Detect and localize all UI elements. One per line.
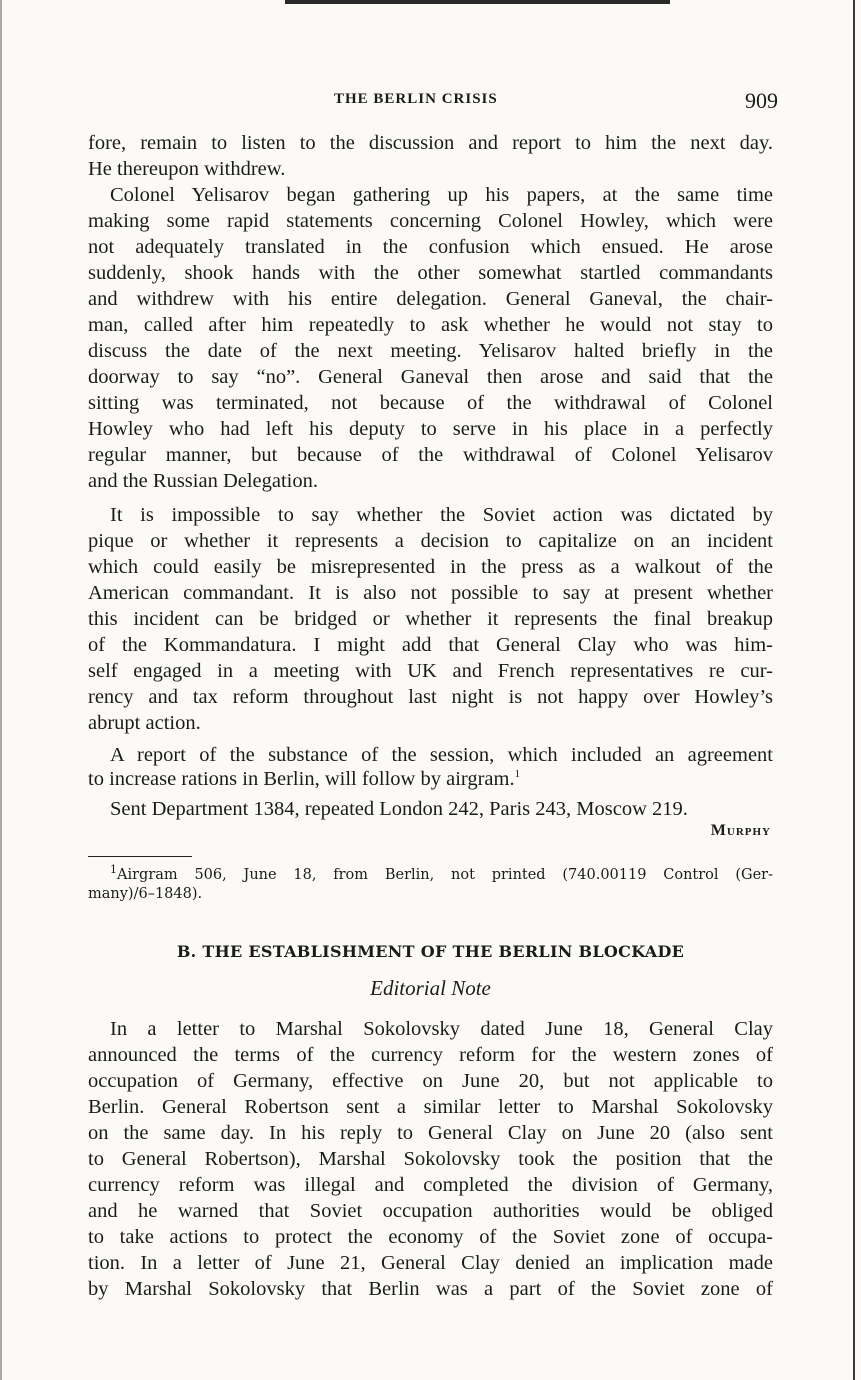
body-line: American commandant. It is also not possible to say at present whether	[88, 582, 773, 604]
body-line: Howley who had left his deputy to serve in his place in a perfectly	[88, 418, 773, 440]
running-title: THE BERLIN CRISIS	[334, 91, 498, 107]
body-line: and withdrew with his entire delegation. General Ganeval, the chair-	[88, 288, 773, 310]
page-number: 909	[745, 88, 778, 113]
body-line: man, called after him repeatedly to ask whether he would not stay to	[88, 314, 773, 336]
footnote-text: Airgram 506, June 18, from Berlin, not printed (740.00119 Control (Ger-	[117, 867, 773, 883]
body-line: doorway to say “no”. General Ganeval then arose and said that the	[88, 366, 773, 388]
body-line: A report of the substance of the session, which included an agreement	[110, 744, 773, 766]
editorial-note-title: Editorial Note	[370, 976, 491, 1000]
body-line: of the Kommandatura. I might add that General Clay who was him-	[88, 634, 773, 656]
note-line: In a letter to Marshal Sokolovsky dated June 18, General Clay	[110, 1018, 773, 1040]
footnote-line: many)/6–1848).	[88, 886, 203, 902]
body-line: pique or whether it represents a decision to capitalize on an incident	[88, 530, 773, 552]
body-line: rency and tax reform throughout last night is not happy over Howley’s	[88, 686, 773, 708]
note-line: and he warned that Soviet occupation authorities would be obliged	[88, 1200, 773, 1222]
note-line: occupation of Germany, effective on June 20, but not applicable to	[88, 1070, 773, 1092]
body-line: and the Russian Delegation.	[88, 470, 319, 492]
note-line: currency reform was illegal and completed the division of Germany,	[88, 1174, 773, 1196]
body-line-with-footnote	[88, 766, 773, 792]
body-line-text: to increase rations in Berlin, will follow by airgram.	[88, 768, 515, 790]
body-line: not adequately translated in the confusion which ensued. He arose	[88, 236, 773, 258]
body-line: fore, remain to listen to the discussion and report to him the next day.	[88, 132, 773, 154]
body-line: Sent Department 1384, repeated London 242, Paris 243, Moscow 219.	[110, 798, 688, 820]
body-line: He thereupon withdrew.	[88, 158, 286, 180]
section-heading: B. THE ESTABLISHMENT OF THE BERLIN BLOCKADE	[176, 942, 685, 961]
body-line: which could easily be misrepresented in the press as a walkout of the	[88, 556, 773, 578]
note-line: by Marshal Sokolovsky that Berlin was a part of the Soviet zone of	[88, 1278, 773, 1300]
signature: Murphy	[710, 822, 771, 839]
note-line: to General Robertson), Marshal Sokolovsky took the position that the	[88, 1148, 773, 1170]
body-line: making some rapid statements concerning Colonel Howley, which were	[88, 210, 773, 232]
body-line: discuss the date of the next meeting. Yelisarov halted briefly in the	[88, 340, 773, 362]
note-line: announced the terms of the currency reform for the western zones of	[88, 1044, 773, 1066]
footnote-divider	[88, 856, 192, 857]
page-edge-left	[0, 0, 2, 1380]
body-line: sitting was terminated, not because of the withdrawal of Colonel	[88, 392, 773, 414]
scan-top-rule	[285, 0, 670, 4]
footnote-marker: 1	[110, 863, 117, 877]
page-edge-right	[853, 0, 855, 1380]
body-line: regular manner, but because of the withdrawal of Colonel Yelisarov	[88, 444, 773, 466]
body-line: this incident can be bridged or whether it represents the final breakup	[88, 608, 773, 630]
note-line: tion. In a letter of June 21, General Clay denied an implication made	[88, 1252, 773, 1274]
running-head	[88, 88, 778, 114]
body-line: abrupt action.	[88, 712, 201, 734]
body-line: self engaged in a meeting with UK and French representatives re cur-	[88, 660, 773, 682]
note-line: Berlin. General Robertson sent a similar letter to Marshal Sokolovsky	[88, 1096, 773, 1118]
note-line: on the same day. In his reply to General Clay on June 20 (also sent	[88, 1122, 773, 1144]
body-line: It is impossible to say whether the Soviet action was dictated by	[110, 504, 773, 526]
body-line: suddenly, shook hands with the other somewhat startled commandants	[88, 262, 773, 284]
footnote-reference: 1	[514, 768, 521, 781]
footnote-line	[110, 863, 773, 885]
body-line: Colonel Yelisarov began gathering up his papers, at the same time	[110, 184, 773, 206]
note-line: to take actions to protect the economy of the Soviet zone of occupa-	[88, 1226, 773, 1248]
